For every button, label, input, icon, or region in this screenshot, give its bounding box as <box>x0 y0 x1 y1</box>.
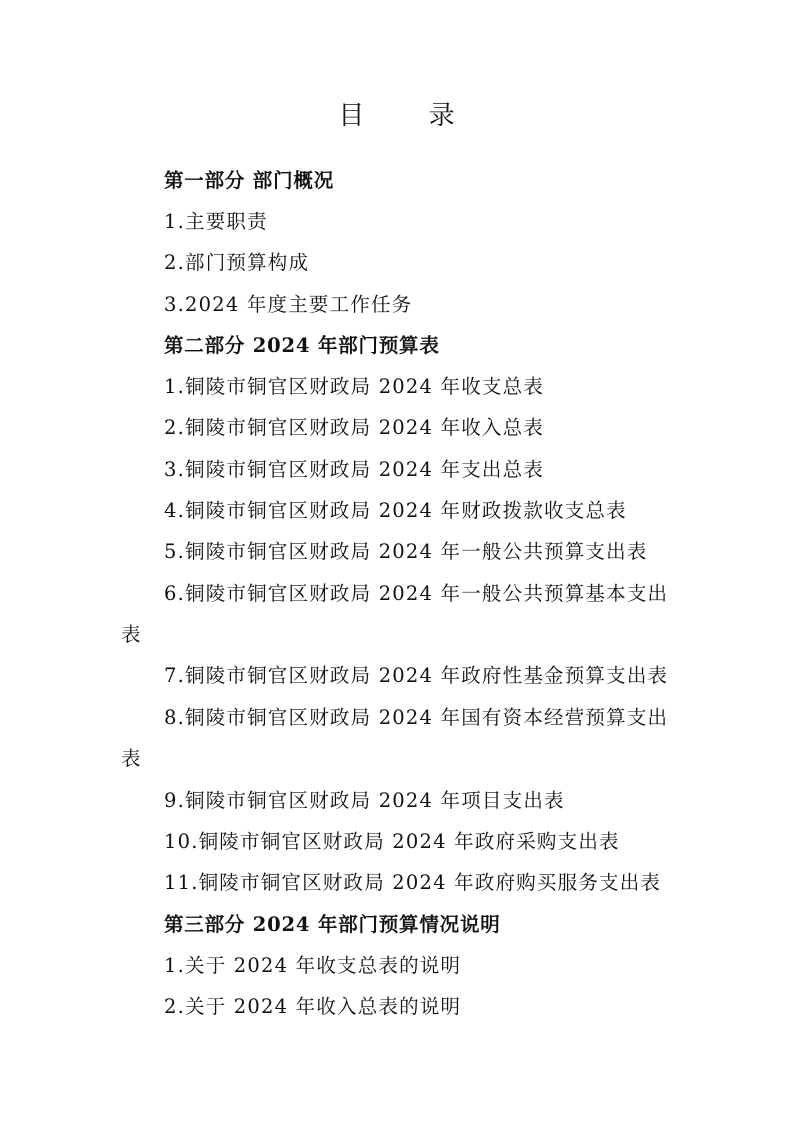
toc-item: 3.铜陵市铜官区财政局 2024 年支出总表 <box>164 458 545 481</box>
toc-item: 5.铜陵市铜官区财政局 2024 年一般公共预算支出表 <box>164 540 648 563</box>
toc-item-continuation: 表 <box>121 623 142 646</box>
part2-heading: 第二部分 2024 年部门预算表 <box>164 334 440 357</box>
toc-title: 目 录 <box>338 101 483 131</box>
toc-item: 6.铜陵市铜官区财政局 2024 年一般公共预算基本支出 <box>164 582 669 605</box>
toc-item: 1.铜陵市铜官区财政局 2024 年收支总表 <box>164 375 545 398</box>
toc-item: 2.关于 2024 年收入总表的说明 <box>164 995 462 1018</box>
toc-item: 2.铜陵市铜官区财政局 2024 年收入总表 <box>164 416 545 439</box>
toc-item: 4.铜陵市铜官区财政局 2024 年财政拨款收支总表 <box>164 499 627 522</box>
toc-item: 2.部门预算构成 <box>164 251 310 274</box>
part3-heading: 第三部分 2024 年部门预算情况说明 <box>164 913 501 936</box>
part1-heading: 第一部分 部门概况 <box>164 169 334 192</box>
toc-item: 11.铜陵市铜官区财政局 2024 年政府购买服务支出表 <box>164 871 662 894</box>
toc-item: 7.铜陵市铜官区财政局 2024 年政府性基金预算支出表 <box>164 664 669 687</box>
toc-item: 8.铜陵市铜官区财政局 2024 年国有资本经营预算支出 <box>164 706 669 729</box>
toc-item: 1.关于 2024 年收支总表的说明 <box>164 954 462 977</box>
toc-item: 3.2024 年度主要工作任务 <box>164 293 413 316</box>
toc-item: 10.铜陵市铜官区财政局 2024 年政府采购支出表 <box>164 830 620 853</box>
toc-item-continuation: 表 <box>121 747 142 770</box>
toc-item: 1.主要职责 <box>164 210 268 233</box>
toc-item: 9.铜陵市铜官区财政局 2024 年项目支出表 <box>164 789 565 812</box>
